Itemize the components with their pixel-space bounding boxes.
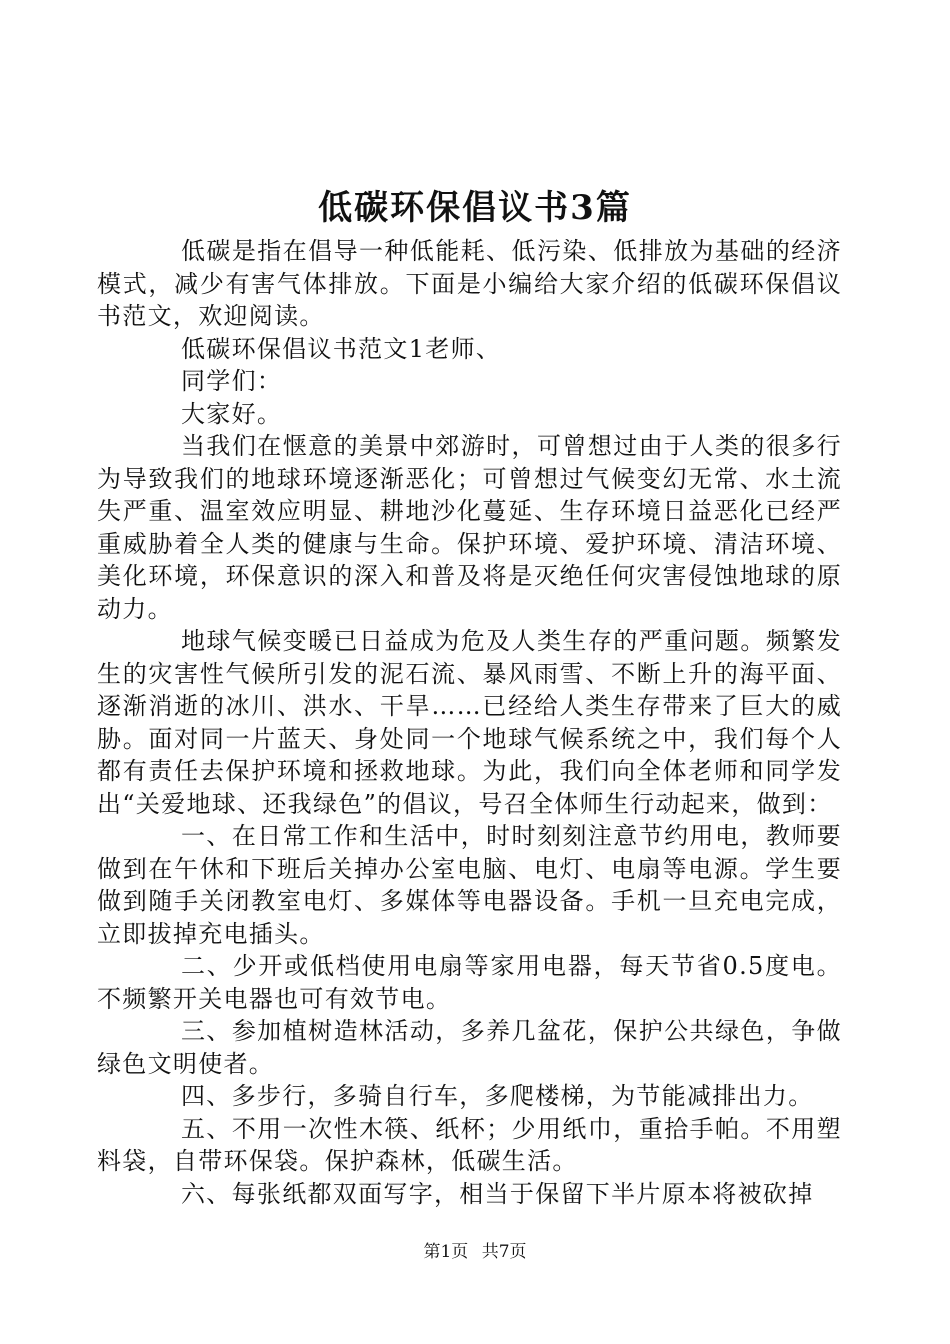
paragraph-item-4: 四、多步行，多骑自行车，多爬楼梯，为节能减排出力。	[181, 1082, 814, 1110]
paragraph-item-1: 一、在日常工作和生活中，时时刻刻注意节约用电，教师要做到在午休和下班后关掉办公室电脑、电灯、电扇等电源。学生要做到随手关闭教室电灯、多媒体等电器设备。手机一旦充电完成，立即拔掉充电插头。	[97, 822, 842, 948]
paragraph-greeting: 大家好。	[181, 399, 283, 428]
paragraph-body: 地球气候变暖已日益成为危及人类生存的严重问题。频繁发生的灾害性气候所引发的泥石流、暴风雨雪、不断上升的海平面、逐渐消逝的冰川、洪水、干旱……已经给人类生存带来了巨大的威胁。面对同一片蓝天、身处同一个地球气候系统之中，我们每个人都有责任去保护环境和拯救地球。为此，我们向全体老师和同学发出“关爱地球、还我绿色”的倡议，号召全体师生行动起来，做到：	[97, 627, 842, 818]
paragraph-item-6: 六、每张纸都双面写字，相当于保留下半片原本将被砍掉	[181, 1179, 814, 1208]
page-number: 第1页	[423, 1242, 469, 1262]
paragraph-item-5: 五、不用一次性木筷、纸杯；少用纸巾，重拾手帕。不用塑料袋，自带环保袋。保护森林，低碳生活。	[97, 1114, 842, 1175]
paragraph-item-3: 三、参加植树造林活动，多养几盆花，保护公共绿色，争做绿色文明使者。	[97, 1017, 842, 1078]
paragraph-sample-heading: 低碳环保倡议书范文1老师、	[181, 334, 502, 363]
document-title: 低碳环保倡议书3篇	[318, 188, 632, 228]
paragraph-item-2: 二、少开或低档使用电扇等家用电器，每天节省0.5度电。不频繁开关电器也可有效节电。	[97, 952, 842, 1013]
page-total: 共7页	[481, 1242, 527, 1262]
page-footer	[0, 1240, 950, 1264]
paragraph-intro: 低碳是指在倡导一种低能耗、低污染、低排放为基础的经济模式，减少有害气体排放。下面是小编给大家介绍的低碳环保倡议书范文，欢迎阅读。	[97, 237, 842, 330]
document-body	[97, 235, 842, 1210]
paragraph-salutation: 同学们：	[181, 367, 283, 395]
paragraph-body: 当我们在惬意的美景中郊游时，可曾想过由于人类的很多行为导致我们的地球环境逐渐恶化；可曾想过气候变幻无常、水土流失严重、温室效应明显、耕地沙化蔓延、生存环境日益恶化已经严重威胁着全人类的健康与生命。保护环境、爱护环境、清洁环境、美化环境，环保意识的深入和普及将是灭绝任何灾害侵蚀地球的原动力。	[97, 432, 842, 623]
